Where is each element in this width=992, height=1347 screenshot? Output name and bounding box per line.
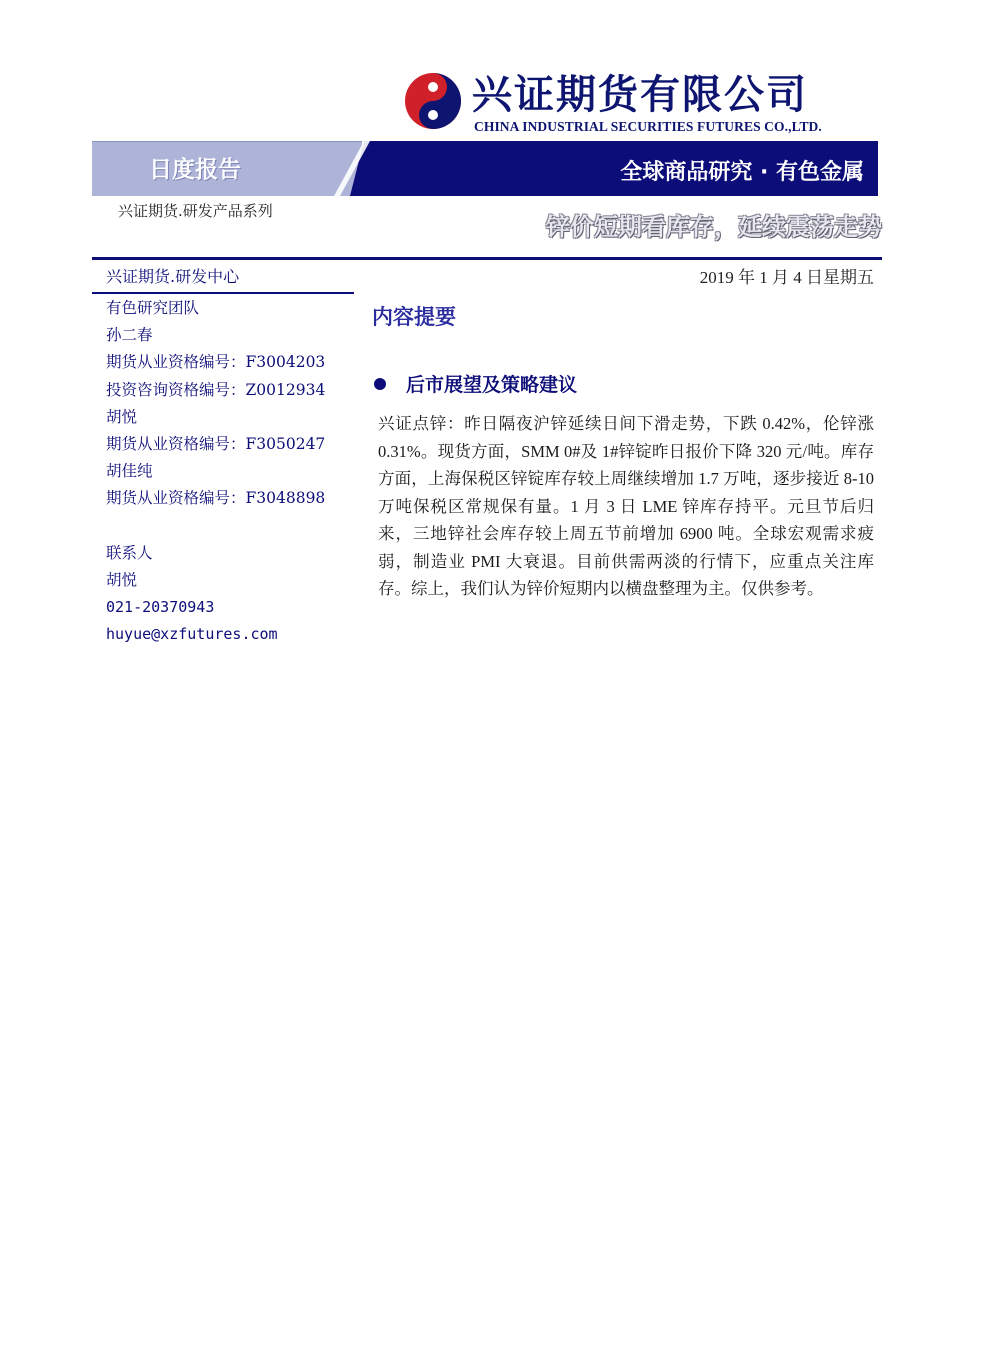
bullet-icon: [374, 378, 386, 390]
contact-phone: 021-20370943: [106, 597, 215, 616]
analyst-name: 胡佳纯: [106, 462, 153, 481]
product-series: 兴证期货.研发产品系列: [118, 202, 273, 220]
company-name-cn: 兴证期货有限公司: [472, 72, 808, 118]
contact-name: 胡悦: [106, 570, 138, 589]
analyst-credential: 期货从业资格编号：F3004203: [106, 353, 326, 372]
team-name: 有色研究团队: [106, 299, 200, 317]
section-heading: [372, 370, 577, 397]
banner-edge: [878, 141, 882, 196]
analyst-name: 胡悦: [106, 407, 138, 426]
analyst-credential: 期货从业资格编号：F3048898: [106, 489, 326, 508]
report-date: 2019 年 1 月 4 日星期五: [699, 268, 874, 287]
analyst-credential: 期货从业资格编号：F3050247: [106, 434, 326, 453]
analyst-name: 孙二春: [106, 326, 153, 345]
section-title: 后市展望及策略建议: [406, 374, 578, 396]
company-logo-icon: [404, 72, 462, 130]
company-name-en: CHINA INDUSTRIAL SECURITIES FUTURES CO.,LTD.: [474, 119, 822, 134]
report-type-label: 日度报告: [149, 157, 241, 183]
contact-email: huyue@xzfutures.com: [106, 625, 278, 644]
report-banner: [92, 141, 882, 196]
report-headline: 锌价短期看库存，延续震荡走势: [546, 213, 882, 241]
body-paragraph: 兴证点锌：昨日隔夜沪锌延续日间下滑走势，下跌 0.42%，伦锌涨 0.31%。现货方面，SMM 0#及 1#锌锭昨日报价下降 320 元/吨。库存方面，上海保税区锌锭库存较上周继续增加 1.7 万吨，逐步接近 8-10 万吨保税区常规保有量。1 月 3 日 LME 锌库存持平。元旦节后归来，三地锌社会库存较上周五节前增加 6900 吨。全球宏观需求疲弱，制造业 PMI 大衰退。目前供需两淡的行情下，应重点关注库存。综上，我们认为锌价短期内以横盘整理为主。仅供参考。: [378, 414, 874, 598]
summary-title: 内容提要: [372, 305, 456, 329]
sidebar-heading: 兴证期货.研发中心: [92, 260, 354, 294]
analyst-credential: 投资咨询资格编号：Z0012934: [106, 380, 326, 399]
report-category-label: 全球商品研究 · 有色金属: [620, 160, 864, 185]
contact-label: 联系人: [106, 543, 153, 562]
sidebar: [92, 260, 354, 648]
